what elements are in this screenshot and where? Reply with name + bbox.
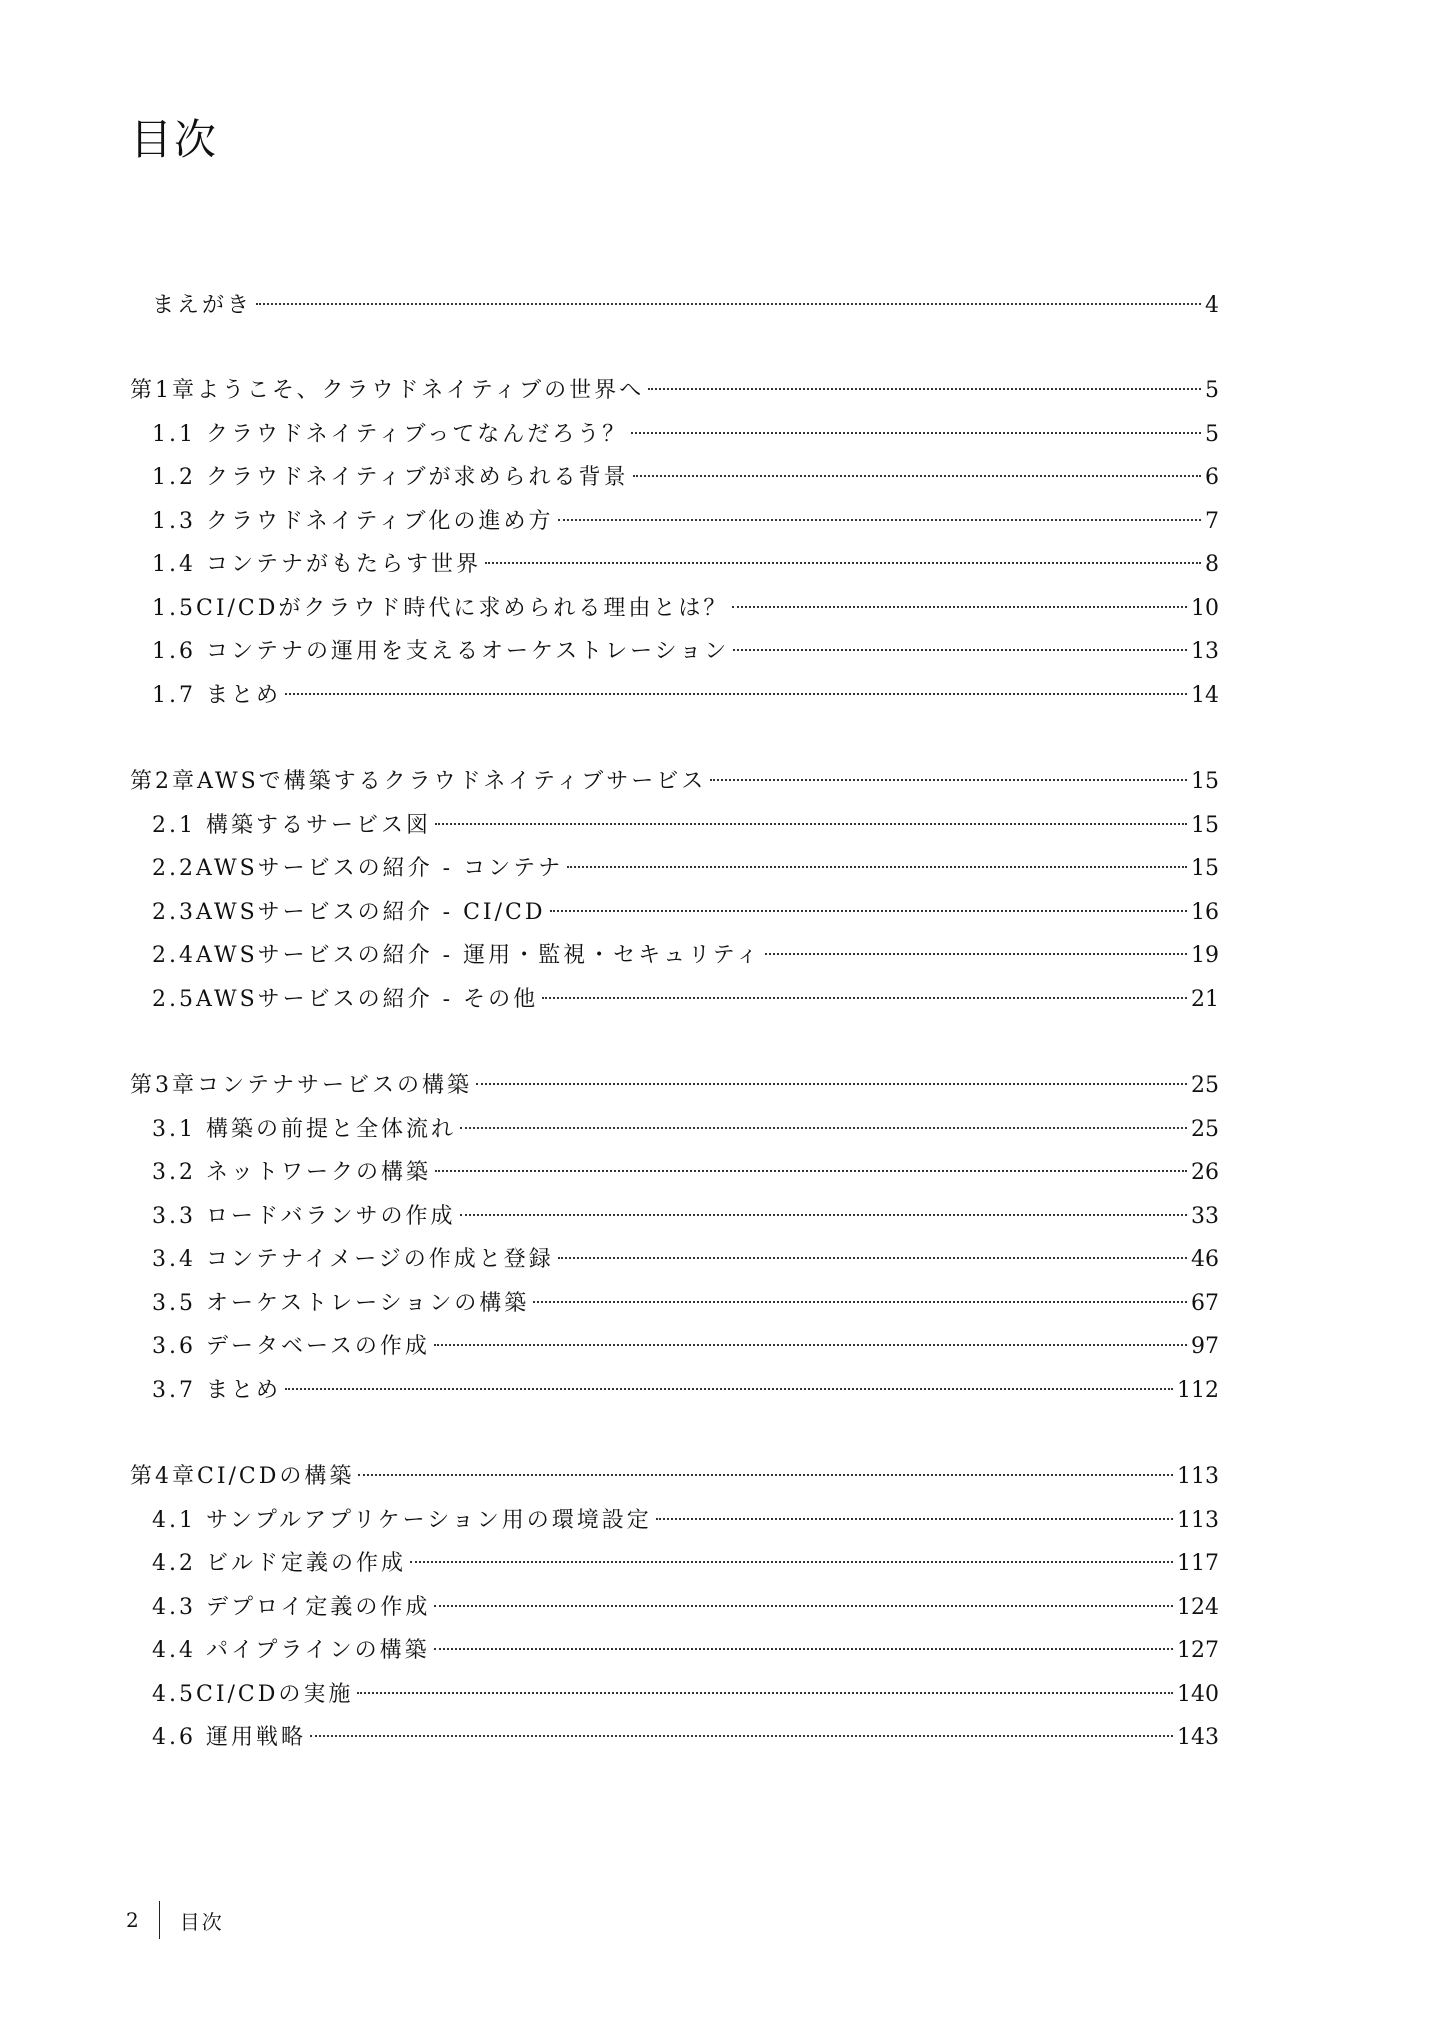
toc-entry-label: 第4章CI/CDの構築	[130, 1464, 355, 1489]
dot-leader	[485, 562, 1201, 564]
toc-entry-2-1[interactable]	[152, 809, 1219, 843]
toc-entry-label: 1.7 まとめ	[152, 683, 281, 708]
toc-entry-label: 1.3 クラウドネイティブ化の進め方	[152, 509, 554, 534]
toc-entry-page: 143	[1177, 1725, 1219, 1750]
dot-leader	[558, 1257, 1187, 1259]
toc-entry-page: 6	[1205, 465, 1219, 490]
dot-leader	[358, 1474, 1173, 1476]
toc-entry-3-7[interactable]	[152, 1374, 1219, 1408]
toc-entry-label: 3.2 ネットワークの構築	[152, 1160, 431, 1185]
toc-entry-label: 3.7 まとめ	[152, 1378, 281, 1403]
dot-leader	[410, 1561, 1173, 1563]
toc-entry-page: 26	[1191, 1160, 1219, 1185]
toc-entry-page: 15	[1191, 856, 1219, 881]
toc-entry-page: 67	[1191, 1291, 1219, 1316]
toc-entry-4-3[interactable]	[152, 1591, 1219, 1625]
toc-entry-1-3[interactable]	[152, 505, 1219, 539]
footer-divider	[159, 1901, 160, 1939]
toc-entry-label: 3.3 ロードバランサの作成	[152, 1204, 456, 1229]
toc-entry-4-4[interactable]	[152, 1634, 1219, 1668]
toc-entry-chapter-2[interactable]	[130, 765, 1219, 799]
toc-entry-2-2[interactable]	[152, 852, 1219, 886]
toc-entry-label: 第2章AWSで構築するクラウドネイティブサービス	[130, 769, 707, 794]
toc-entry-chapter-4[interactable]	[130, 1460, 1219, 1494]
toc-entry-4-6[interactable]	[152, 1721, 1219, 1755]
toc-entry-label: 1.2 クラウドネイティブが求められる背景	[152, 465, 629, 490]
dot-leader	[434, 1648, 1173, 1650]
toc-entry-page: 4	[1205, 293, 1219, 318]
toc-entry-label: 2.5AWSサービスの紹介 - その他	[152, 987, 539, 1012]
toc-entry-3-1[interactable]	[152, 1113, 1219, 1147]
dot-leader	[256, 303, 1201, 305]
dot-leader	[460, 1214, 1187, 1216]
dot-leader	[542, 997, 1187, 999]
toc-entry-page: 10	[1191, 596, 1219, 621]
toc-entry-page: 15	[1191, 769, 1219, 794]
toc-entry-page: 25	[1191, 1073, 1219, 1098]
dot-leader	[631, 432, 1201, 434]
toc-entry-preface[interactable]	[152, 289, 1219, 323]
dot-leader	[476, 1083, 1187, 1085]
toc-entry-label: まえがき	[152, 293, 253, 318]
dot-leader	[656, 1518, 1173, 1520]
dot-leader	[310, 1735, 1173, 1737]
toc-entry-page: 5	[1205, 378, 1219, 403]
toc-entry-label: 2.3AWSサービスの紹介 - CI/CD	[152, 900, 546, 925]
dot-leader	[648, 388, 1201, 390]
toc-entry-label: 2.4AWSサービスの紹介 - 運用・監視・セキュリティ	[152, 943, 761, 968]
toc-entry-1-1[interactable]	[152, 418, 1219, 452]
dot-leader	[435, 1170, 1187, 1172]
dot-leader	[732, 606, 1187, 608]
toc-entry-page: 14	[1191, 683, 1219, 708]
toc-entry-1-5[interactable]	[152, 592, 1219, 626]
dot-leader	[357, 1692, 1173, 1694]
toc-entry-1-2[interactable]	[152, 461, 1219, 495]
toc-entry-page: 33	[1191, 1204, 1219, 1229]
toc-entry-label: 4.1 サンプルアプリケーション用の環境設定	[152, 1508, 652, 1533]
toc-entry-label: 1.5CI/CDがクラウド時代に求められる理由とは？	[152, 596, 729, 621]
dot-leader	[285, 1388, 1173, 1390]
toc-entry-label: 2.2AWSサービスの紹介 - コンテナ	[152, 856, 564, 881]
toc-entry-2-4[interactable]	[152, 939, 1219, 973]
dot-leader	[558, 519, 1201, 521]
toc-entry-2-3[interactable]	[152, 896, 1219, 930]
toc-entry-3-6[interactable]	[152, 1330, 1219, 1364]
toc-entry-page: 112	[1177, 1378, 1219, 1403]
toc-entry-page: 13	[1191, 639, 1219, 664]
toc-entry-4-2[interactable]	[152, 1547, 1219, 1581]
dot-leader	[435, 823, 1187, 825]
dot-leader	[533, 1301, 1187, 1303]
dot-leader	[460, 1127, 1187, 1129]
toc-entry-1-7[interactable]	[152, 679, 1219, 713]
toc-entry-chapter-3[interactable]	[130, 1069, 1219, 1103]
toc-entry-label: 第1章ようこそ、クラウドネイティブの世界へ	[130, 378, 645, 403]
toc-entry-page: 127	[1177, 1638, 1219, 1663]
dot-leader	[765, 953, 1187, 955]
toc-entry-4-1[interactable]	[152, 1504, 1219, 1538]
toc-entry-3-4[interactable]	[152, 1243, 1219, 1277]
toc-entry-3-2[interactable]	[152, 1156, 1219, 1190]
toc-entry-1-6[interactable]	[152, 635, 1219, 669]
toc-entry-label: 4.4 パイプラインの構築	[152, 1638, 430, 1663]
page-footer	[126, 1900, 224, 1940]
dot-leader	[550, 910, 1188, 912]
toc-entry-label: 1.4 コンテナがもたらす世界	[152, 552, 481, 577]
page-title: 目次	[130, 115, 219, 164]
toc-entry-label: 4.5CI/CDの実施	[152, 1682, 354, 1707]
toc-entry-3-5[interactable]	[152, 1287, 1219, 1321]
toc-entry-page: 5	[1205, 422, 1219, 447]
dot-leader	[567, 866, 1187, 868]
toc-entry-page: 46	[1191, 1247, 1219, 1272]
toc-entry-page: 113	[1177, 1464, 1219, 1489]
toc-entry-label: 4.3 デプロイ定義の作成	[152, 1595, 431, 1620]
toc-entry-page: 97	[1191, 1334, 1219, 1359]
toc-entry-label: 2.1 構築するサービス図	[152, 813, 431, 838]
dot-leader	[633, 475, 1201, 477]
toc-entry-page: 124	[1177, 1595, 1219, 1620]
toc-entry-label: 3.6 データベースの作成	[152, 1334, 430, 1359]
footer-running-title: 目次	[179, 1909, 224, 1934]
toc-entry-label: 4.2 ビルド定義の作成	[152, 1551, 406, 1576]
toc-entry-page: 113	[1177, 1508, 1219, 1533]
dot-leader	[710, 779, 1187, 781]
toc-entry-page: 25	[1191, 1117, 1219, 1142]
dot-leader	[434, 1344, 1187, 1346]
dot-leader	[285, 693, 1187, 695]
toc-entry-label: 1.6 コンテナの運用を支えるオーケストレーション	[152, 639, 730, 664]
toc-entry-label: 3.1 構築の前提と全体流れ	[152, 1117, 456, 1142]
toc-entry-page: 19	[1191, 943, 1219, 968]
toc-entry-3-3[interactable]	[152, 1200, 1219, 1234]
dot-leader	[733, 649, 1187, 651]
toc-entry-label: 3.5 オーケストレーションの構築	[152, 1291, 530, 1316]
toc-entry-label: 第3章コンテナサービスの構築	[130, 1073, 472, 1098]
dot-leader	[434, 1605, 1173, 1607]
toc-entry-page: 8	[1205, 552, 1219, 577]
toc-entry-label: 1.1 クラウドネイティブってなんだろう？	[152, 422, 628, 447]
toc-entry-page: 117	[1177, 1551, 1219, 1576]
footer-page-number: 2	[126, 1908, 139, 1932]
toc-entry-label: 3.4 コンテナイメージの作成と登録	[152, 1247, 554, 1272]
toc-entry-page: 7	[1205, 509, 1219, 534]
toc-entry-page: 140	[1177, 1682, 1219, 1707]
toc-entry-page: 16	[1191, 900, 1219, 925]
toc-entry-label: 4.6 運用戦略	[152, 1725, 306, 1750]
toc-entry-page: 15	[1191, 813, 1219, 838]
toc-entry-4-5[interactable]	[152, 1678, 1219, 1712]
toc-entry-chapter-1[interactable]	[130, 374, 1219, 408]
toc-entry-1-4[interactable]	[152, 548, 1219, 582]
toc-entry-page: 21	[1191, 987, 1219, 1012]
toc-entry-2-5[interactable]	[152, 983, 1219, 1017]
